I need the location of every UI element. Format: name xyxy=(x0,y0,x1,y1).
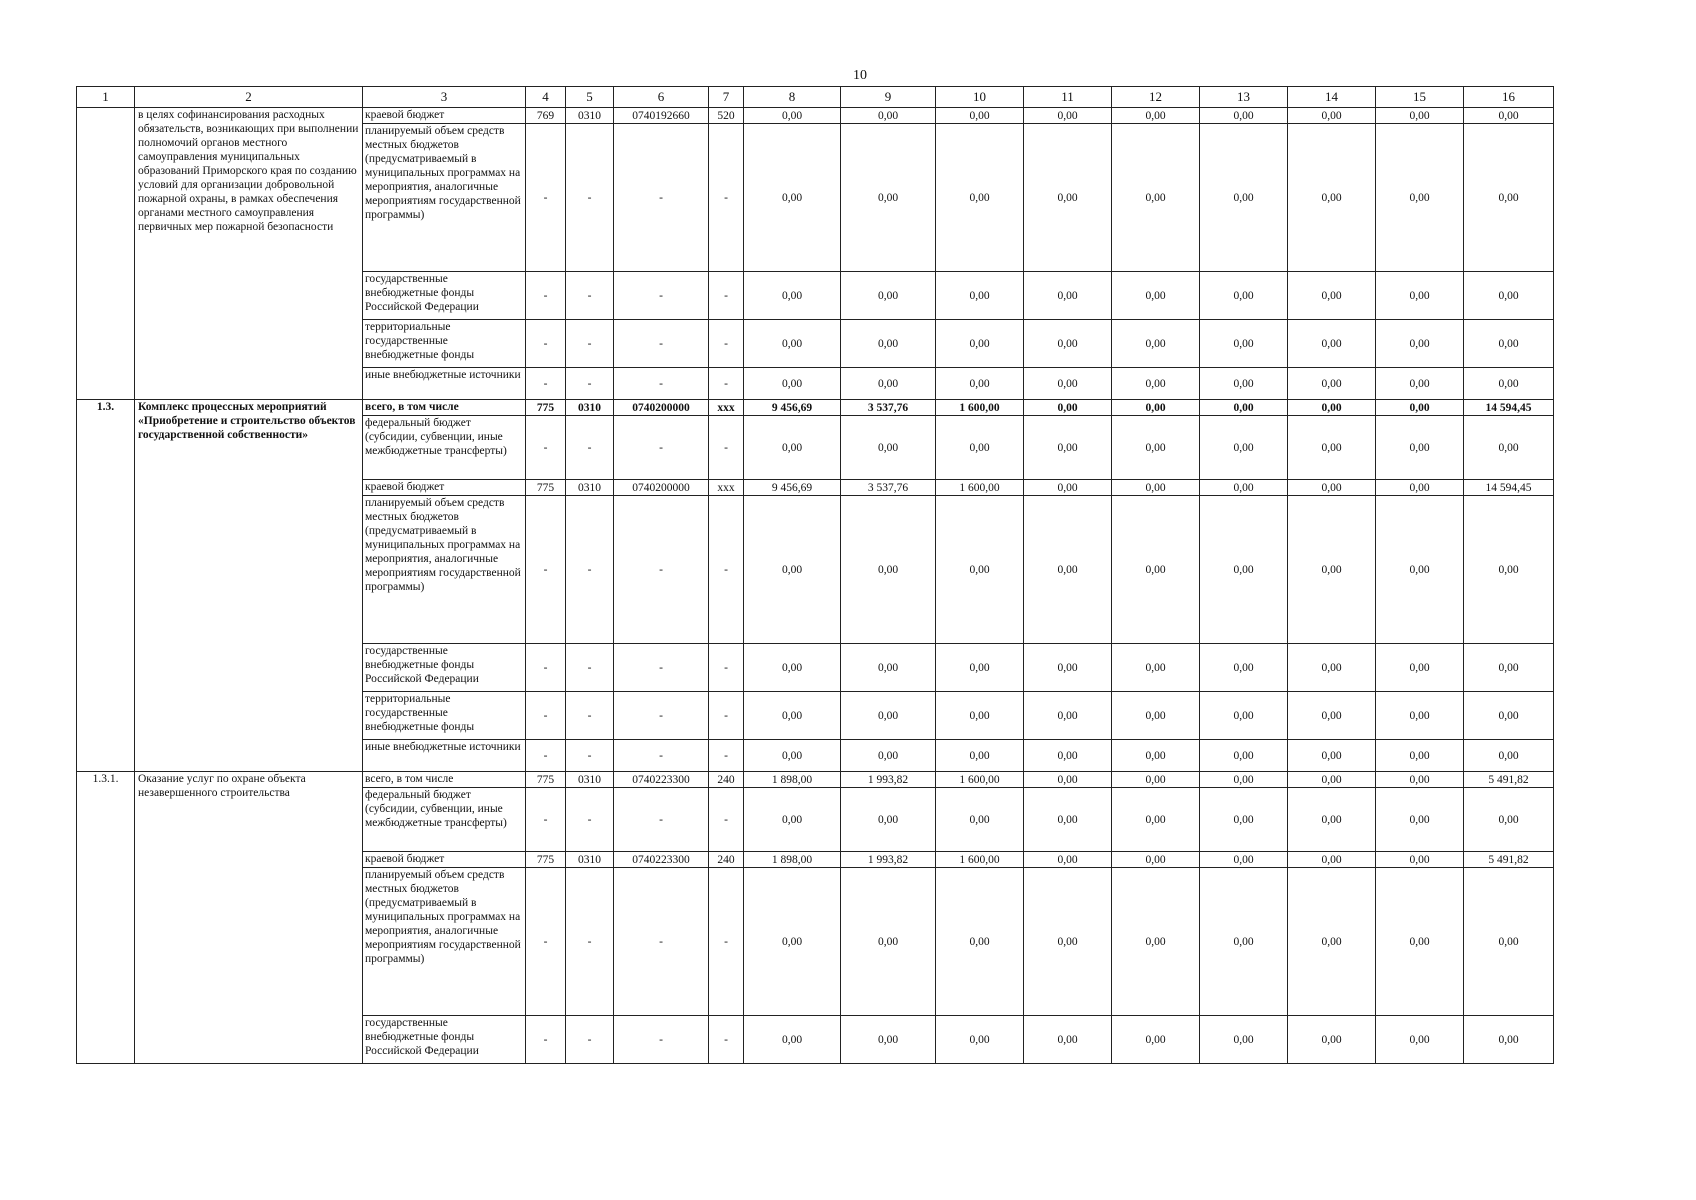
expense-type-code: - xyxy=(709,868,744,1016)
header-row xyxy=(77,87,1554,108)
funding-source: иные внебюджетные источники xyxy=(363,740,526,772)
column-header-12: 12 xyxy=(1112,87,1200,108)
amount-col-15: 0,00 xyxy=(1376,272,1464,320)
amount-col-16: 0,00 xyxy=(1464,644,1554,692)
funding-source: всего, в том числе xyxy=(363,400,526,416)
amount-col-11: 0,00 xyxy=(1024,400,1112,416)
section-code: - xyxy=(566,368,614,400)
amount-col-13: 0,00 xyxy=(1200,692,1288,740)
amount-col-11: 0,00 xyxy=(1024,124,1112,272)
expense-type-code: xxx xyxy=(709,400,744,416)
admin-code: 775 xyxy=(526,480,566,496)
amount-col-15: 0,00 xyxy=(1376,740,1464,772)
amount-col-16: 0,00 xyxy=(1464,868,1554,1016)
section-code: - xyxy=(566,124,614,272)
table-row xyxy=(77,108,1554,124)
target-article-code: - xyxy=(614,124,709,272)
column-header-5: 5 xyxy=(566,87,614,108)
column-header-16: 16 xyxy=(1464,87,1554,108)
amount-col-12: 0,00 xyxy=(1112,772,1200,788)
expense-type-code: - xyxy=(709,644,744,692)
amount-col-16: 0,00 xyxy=(1464,368,1554,400)
amount-col-10: 0,00 xyxy=(936,1016,1024,1064)
amount-col-10: 0,00 xyxy=(936,416,1024,480)
amount-col-13: 0,00 xyxy=(1200,852,1288,868)
expense-type-code: - xyxy=(709,416,744,480)
item-name: в целях софинансирования расходных обязательств, возникающих при выполнении полномочий органов местного самоуправления муниципальных образований Приморского края по созданию условий для организации добровольной пожарной охраны, в рамках обеспечения органами местного самоуправления первичных мер пожарной безопасности xyxy=(135,108,363,400)
amount-col-9: 1 993,82 xyxy=(841,852,936,868)
section-code: 0310 xyxy=(566,400,614,416)
expense-type-code: 520 xyxy=(709,108,744,124)
amount-col-14: 0,00 xyxy=(1288,400,1376,416)
item-name: Оказание услуг по охране объекта незавершенного строительства xyxy=(135,772,363,1064)
amount-col-11: 0,00 xyxy=(1024,740,1112,772)
amount-col-12: 0,00 xyxy=(1112,644,1200,692)
amount-col-13: 0,00 xyxy=(1200,740,1288,772)
section-code: - xyxy=(566,644,614,692)
amount-col-13: 0,00 xyxy=(1200,644,1288,692)
expense-type-code: - xyxy=(709,320,744,368)
section-code: - xyxy=(566,740,614,772)
amount-col-15: 0,00 xyxy=(1376,480,1464,496)
funding-source: планируемый объем средств местных бюджетов (предусматриваемый в муниципальных программах на мероприятия, аналогичные мероприятиям государственной программы) xyxy=(363,496,526,644)
amount-col-10: 0,00 xyxy=(936,496,1024,644)
expense-type-code: 240 xyxy=(709,772,744,788)
amount-col-8: 0,00 xyxy=(744,416,841,480)
expense-type-code: 240 xyxy=(709,852,744,868)
amount-col-11: 0,00 xyxy=(1024,416,1112,480)
amount-col-16: 0,00 xyxy=(1464,272,1554,320)
funding-source: краевой бюджет xyxy=(363,480,526,496)
admin-code: - xyxy=(526,868,566,1016)
amount-col-13: 0,00 xyxy=(1200,400,1288,416)
amount-col-8: 0,00 xyxy=(744,692,841,740)
amount-col-8: 1 898,00 xyxy=(744,852,841,868)
column-header-4: 4 xyxy=(526,87,566,108)
amount-col-11: 0,00 xyxy=(1024,108,1112,124)
admin-code: 775 xyxy=(526,852,566,868)
amount-col-11: 0,00 xyxy=(1024,320,1112,368)
amount-col-8: 0,00 xyxy=(744,788,841,852)
column-header-8: 8 xyxy=(744,87,841,108)
amount-col-10: 0,00 xyxy=(936,692,1024,740)
amount-col-16: 5 491,82 xyxy=(1464,772,1554,788)
admin-code: 775 xyxy=(526,772,566,788)
amount-col-12: 0,00 xyxy=(1112,496,1200,644)
section-code: - xyxy=(566,320,614,368)
table-header xyxy=(77,87,1554,108)
amount-col-16: 0,00 xyxy=(1464,1016,1554,1064)
amount-col-8: 0,00 xyxy=(744,272,841,320)
amount-col-10: 0,00 xyxy=(936,272,1024,320)
amount-col-13: 0,00 xyxy=(1200,788,1288,852)
amount-col-8: 1 898,00 xyxy=(744,772,841,788)
funding-source: планируемый объем средств местных бюджетов (предусматриваемый в муниципальных программах на мероприятия, аналогичные мероприятиям государственной программы) xyxy=(363,124,526,272)
amount-col-14: 0,00 xyxy=(1288,124,1376,272)
amount-col-10: 0,00 xyxy=(936,368,1024,400)
target-article-code: 0740192660 xyxy=(614,108,709,124)
amount-col-13: 0,00 xyxy=(1200,108,1288,124)
amount-col-13: 0,00 xyxy=(1200,416,1288,480)
amount-col-15: 0,00 xyxy=(1376,496,1464,644)
amount-col-13: 0,00 xyxy=(1200,772,1288,788)
item-name: Комплекс процессных мероприятий «Приобретение и строительство объектов государственной собственности» xyxy=(135,400,363,772)
amount-col-12: 0,00 xyxy=(1112,272,1200,320)
target-article-code: - xyxy=(614,788,709,852)
amount-col-15: 0,00 xyxy=(1376,692,1464,740)
amount-col-14: 0,00 xyxy=(1288,868,1376,1016)
funding-source: федеральный бюджет (субсидии, субвенции, иные межбюджетные трансферты) xyxy=(363,788,526,852)
column-header-15: 15 xyxy=(1376,87,1464,108)
amount-col-15: 0,00 xyxy=(1376,1016,1464,1064)
amount-col-15: 0,00 xyxy=(1376,320,1464,368)
amount-col-12: 0,00 xyxy=(1112,1016,1200,1064)
amount-col-14: 0,00 xyxy=(1288,272,1376,320)
budget-table-container xyxy=(76,86,1552,1064)
amount-col-9: 0,00 xyxy=(841,124,936,272)
amount-col-11: 0,00 xyxy=(1024,868,1112,1016)
target-article-code: - xyxy=(614,868,709,1016)
amount-col-13: 0,00 xyxy=(1200,1016,1288,1064)
amount-col-10: 0,00 xyxy=(936,320,1024,368)
amount-col-12: 0,00 xyxy=(1112,788,1200,852)
amount-col-11: 0,00 xyxy=(1024,368,1112,400)
amount-col-16: 14 594,45 xyxy=(1464,400,1554,416)
admin-code: - xyxy=(526,368,566,400)
page-number: 10 xyxy=(853,68,867,83)
amount-col-12: 0,00 xyxy=(1112,400,1200,416)
amount-col-16: 0,00 xyxy=(1464,108,1554,124)
funding-source: территориальные государственные внебюджетные фонды xyxy=(363,320,526,368)
section-code: - xyxy=(566,416,614,480)
column-header-6: 6 xyxy=(614,87,709,108)
section-code: - xyxy=(566,272,614,320)
target-article-code: - xyxy=(614,644,709,692)
amount-col-12: 0,00 xyxy=(1112,852,1200,868)
table-row xyxy=(77,772,1554,788)
amount-col-13: 0,00 xyxy=(1200,496,1288,644)
admin-code: - xyxy=(526,740,566,772)
amount-col-14: 0,00 xyxy=(1288,1016,1376,1064)
column-header-3: 3 xyxy=(363,87,526,108)
amount-col-12: 0,00 xyxy=(1112,108,1200,124)
amount-col-14: 0,00 xyxy=(1288,496,1376,644)
funding-source: территориальные государственные внебюджетные фонды xyxy=(363,692,526,740)
budget-table xyxy=(76,86,1554,1064)
section-code: - xyxy=(566,496,614,644)
column-header-7: 7 xyxy=(709,87,744,108)
amount-col-8: 0,00 xyxy=(744,740,841,772)
expense-type-code: - xyxy=(709,740,744,772)
amount-col-16: 0,00 xyxy=(1464,692,1554,740)
amount-col-10: 1 600,00 xyxy=(936,480,1024,496)
amount-col-16: 0,00 xyxy=(1464,740,1554,772)
expense-type-code: - xyxy=(709,496,744,644)
amount-col-8: 0,00 xyxy=(744,124,841,272)
target-article-code: - xyxy=(614,272,709,320)
amount-col-12: 0,00 xyxy=(1112,480,1200,496)
amount-col-13: 0,00 xyxy=(1200,320,1288,368)
amount-col-8: 0,00 xyxy=(744,108,841,124)
amount-col-14: 0,00 xyxy=(1288,740,1376,772)
amount-col-14: 0,00 xyxy=(1288,692,1376,740)
expense-type-code: - xyxy=(709,692,744,740)
amount-col-13: 0,00 xyxy=(1200,124,1288,272)
amount-col-15: 0,00 xyxy=(1376,368,1464,400)
amount-col-12: 0,00 xyxy=(1112,740,1200,772)
amount-col-11: 0,00 xyxy=(1024,788,1112,852)
amount-col-13: 0,00 xyxy=(1200,868,1288,1016)
funding-source: иные внебюджетные источники xyxy=(363,368,526,400)
admin-code: - xyxy=(526,644,566,692)
funding-source: государственные внебюджетные фонды Российской Федерации xyxy=(363,1016,526,1064)
amount-col-8: 0,00 xyxy=(744,320,841,368)
amount-col-12: 0,00 xyxy=(1112,320,1200,368)
amount-col-15: 0,00 xyxy=(1376,644,1464,692)
amount-col-12: 0,00 xyxy=(1112,692,1200,740)
funding-source: краевой бюджет xyxy=(363,852,526,868)
target-article-code: - xyxy=(614,496,709,644)
amount-col-11: 0,00 xyxy=(1024,480,1112,496)
target-article-code: 0740223300 xyxy=(614,852,709,868)
amount-col-14: 0,00 xyxy=(1288,772,1376,788)
amount-col-8: 0,00 xyxy=(744,1016,841,1064)
admin-code: - xyxy=(526,1016,566,1064)
amount-col-9: 0,00 xyxy=(841,740,936,772)
amount-col-8: 0,00 xyxy=(744,368,841,400)
amount-col-10: 0,00 xyxy=(936,740,1024,772)
expense-type-code: xxx xyxy=(709,480,744,496)
amount-col-13: 0,00 xyxy=(1200,480,1288,496)
amount-col-10: 0,00 xyxy=(936,644,1024,692)
amount-col-10: 1 600,00 xyxy=(936,400,1024,416)
item-number xyxy=(77,108,135,400)
amount-col-16: 0,00 xyxy=(1464,320,1554,368)
column-header-13: 13 xyxy=(1200,87,1288,108)
amount-col-12: 0,00 xyxy=(1112,368,1200,400)
amount-col-15: 0,00 xyxy=(1376,108,1464,124)
amount-col-11: 0,00 xyxy=(1024,852,1112,868)
section-code: 0310 xyxy=(566,108,614,124)
amount-col-9: 3 537,76 xyxy=(841,480,936,496)
amount-col-11: 0,00 xyxy=(1024,692,1112,740)
amount-col-15: 0,00 xyxy=(1376,124,1464,272)
amount-col-15: 0,00 xyxy=(1376,852,1464,868)
amount-col-13: 0,00 xyxy=(1200,368,1288,400)
amount-col-9: 0,00 xyxy=(841,1016,936,1064)
amount-col-8: 0,00 xyxy=(744,496,841,644)
amount-col-14: 0,00 xyxy=(1288,480,1376,496)
table-body xyxy=(77,108,1554,1064)
amount-col-16: 0,00 xyxy=(1464,416,1554,480)
admin-code: 769 xyxy=(526,108,566,124)
admin-code: 775 xyxy=(526,400,566,416)
column-header-1: 1 xyxy=(77,87,135,108)
section-code: 0310 xyxy=(566,480,614,496)
amount-col-14: 0,00 xyxy=(1288,788,1376,852)
amount-col-15: 0,00 xyxy=(1376,788,1464,852)
column-header-11: 11 xyxy=(1024,87,1112,108)
column-header-2: 2 xyxy=(135,87,363,108)
amount-col-16: 0,00 xyxy=(1464,124,1554,272)
target-article-code: - xyxy=(614,1016,709,1064)
target-article-code: - xyxy=(614,740,709,772)
amount-col-15: 0,00 xyxy=(1376,400,1464,416)
section-code: - xyxy=(566,692,614,740)
section-code: 0310 xyxy=(566,852,614,868)
amount-col-10: 0,00 xyxy=(936,108,1024,124)
amount-col-10: 0,00 xyxy=(936,788,1024,852)
column-header-10: 10 xyxy=(936,87,1024,108)
funding-source: краевой бюджет xyxy=(363,108,526,124)
amount-col-10: 1 600,00 xyxy=(936,852,1024,868)
amount-col-15: 0,00 xyxy=(1376,772,1464,788)
column-header-9: 9 xyxy=(841,87,936,108)
target-article-code: 0740200000 xyxy=(614,480,709,496)
amount-col-9: 0,00 xyxy=(841,108,936,124)
funding-source: государственные внебюджетные фонды Российской Федерации xyxy=(363,644,526,692)
amount-col-9: 0,00 xyxy=(841,788,936,852)
amount-col-9: 0,00 xyxy=(841,320,936,368)
admin-code: - xyxy=(526,124,566,272)
amount-col-11: 0,00 xyxy=(1024,772,1112,788)
amount-col-16: 0,00 xyxy=(1464,788,1554,852)
expense-type-code: - xyxy=(709,272,744,320)
funding-source: всего, в том числе xyxy=(363,772,526,788)
expense-type-code: - xyxy=(709,124,744,272)
target-article-code: - xyxy=(614,416,709,480)
amount-col-14: 0,00 xyxy=(1288,108,1376,124)
amount-col-14: 0,00 xyxy=(1288,644,1376,692)
amount-col-16: 5 491,82 xyxy=(1464,852,1554,868)
amount-col-10: 1 600,00 xyxy=(936,772,1024,788)
amount-col-10: 0,00 xyxy=(936,868,1024,1016)
item-number: 1.3. xyxy=(77,400,135,772)
admin-code: - xyxy=(526,272,566,320)
admin-code: - xyxy=(526,320,566,368)
expense-type-code: - xyxy=(709,788,744,852)
expense-type-code: - xyxy=(709,1016,744,1064)
amount-col-11: 0,00 xyxy=(1024,644,1112,692)
amount-col-9: 0,00 xyxy=(841,692,936,740)
amount-col-15: 0,00 xyxy=(1376,868,1464,1016)
admin-code: - xyxy=(526,496,566,644)
amount-col-8: 9 456,69 xyxy=(744,400,841,416)
amount-col-16: 14 594,45 xyxy=(1464,480,1554,496)
amount-col-9: 1 993,82 xyxy=(841,772,936,788)
admin-code: - xyxy=(526,692,566,740)
amount-col-12: 0,00 xyxy=(1112,416,1200,480)
table-row xyxy=(77,400,1554,416)
funding-source: федеральный бюджет (субсидии, субвенции, иные межбюджетные трансферты) xyxy=(363,416,526,480)
amount-col-9: 0,00 xyxy=(841,368,936,400)
amount-col-12: 0,00 xyxy=(1112,124,1200,272)
amount-col-14: 0,00 xyxy=(1288,320,1376,368)
section-code: 0310 xyxy=(566,772,614,788)
amount-col-8: 0,00 xyxy=(744,644,841,692)
amount-col-11: 0,00 xyxy=(1024,1016,1112,1064)
target-article-code: - xyxy=(614,368,709,400)
amount-col-13: 0,00 xyxy=(1200,272,1288,320)
amount-col-9: 0,00 xyxy=(841,868,936,1016)
admin-code: - xyxy=(526,788,566,852)
amount-col-8: 9 456,69 xyxy=(744,480,841,496)
column-header-14: 14 xyxy=(1288,87,1376,108)
funding-source: планируемый объем средств местных бюджетов (предусматриваемый в муниципальных программах на мероприятия, аналогичные мероприятиям государственной программы) xyxy=(363,868,526,1016)
target-article-code: 0740223300 xyxy=(614,772,709,788)
admin-code: - xyxy=(526,416,566,480)
amount-col-11: 0,00 xyxy=(1024,272,1112,320)
amount-col-8: 0,00 xyxy=(744,868,841,1016)
item-number: 1.3.1. xyxy=(77,772,135,1064)
amount-col-9: 0,00 xyxy=(841,272,936,320)
section-code: - xyxy=(566,788,614,852)
amount-col-15: 0,00 xyxy=(1376,416,1464,480)
target-article-code: - xyxy=(614,320,709,368)
amount-col-14: 0,00 xyxy=(1288,368,1376,400)
amount-col-9: 0,00 xyxy=(841,644,936,692)
amount-col-14: 0,00 xyxy=(1288,852,1376,868)
target-article-code: 0740200000 xyxy=(614,400,709,416)
amount-col-12: 0,00 xyxy=(1112,868,1200,1016)
amount-col-14: 0,00 xyxy=(1288,416,1376,480)
amount-col-9: 0,00 xyxy=(841,416,936,480)
amount-col-16: 0,00 xyxy=(1464,496,1554,644)
amount-col-10: 0,00 xyxy=(936,124,1024,272)
amount-col-11: 0,00 xyxy=(1024,496,1112,644)
expense-type-code: - xyxy=(709,368,744,400)
amount-col-9: 0,00 xyxy=(841,496,936,644)
funding-source: государственные внебюджетные фонды Российской Федерации xyxy=(363,272,526,320)
section-code: - xyxy=(566,868,614,1016)
amount-col-9: 3 537,76 xyxy=(841,400,936,416)
target-article-code: - xyxy=(614,692,709,740)
section-code: - xyxy=(566,1016,614,1064)
